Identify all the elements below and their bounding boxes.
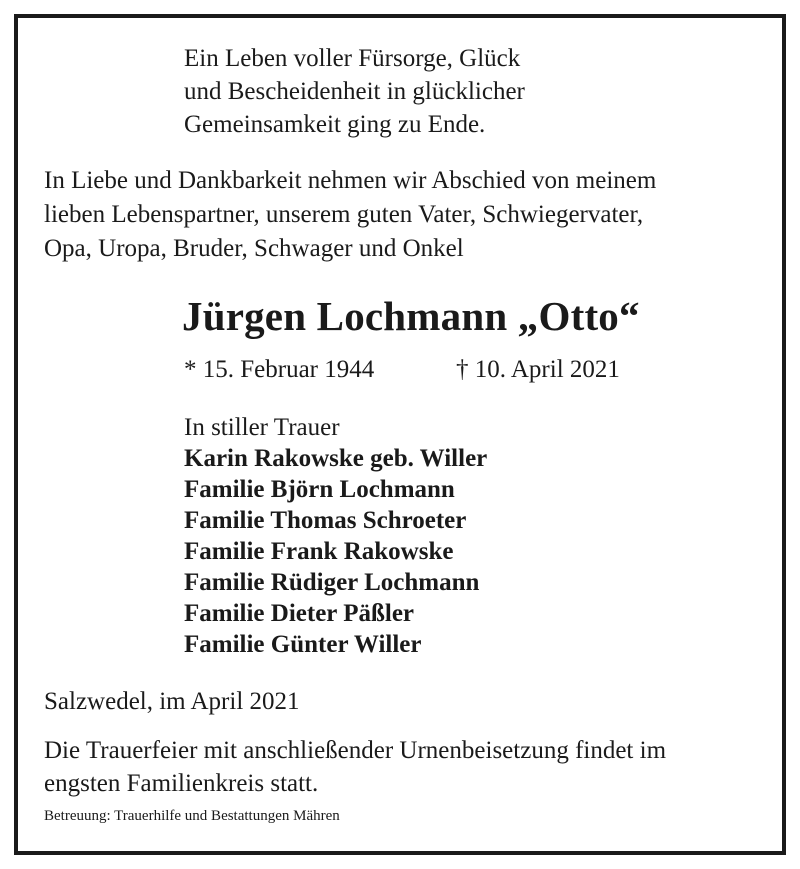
ceremony-line: Die Trauerfeier mit anschließender Urnenbeisetzung findet im [44,737,667,764]
birth-date: * 15. Februar 1944 [184,356,375,383]
mourner-name: Familie Dieter Päßler [184,600,415,627]
mourner-name: Familie Thomas Schroeter [184,507,467,534]
intro-text [44,164,656,266]
intro-line: Opa, Uropa, Bruder, Schwager und Onkel [44,235,464,262]
poem-line: Gemeinsamkeit ging zu Ende. [184,111,486,138]
mourner-name: Familie Günter Willer [184,631,422,658]
mourner-name: Karin Rakowske geb. Willer [184,445,488,472]
ceremony-note [44,734,666,800]
mourners-list [184,412,487,660]
ceremony-line: engsten Familienkreis statt. [44,770,319,797]
funeral-home-credit: Betreuung: Trauerhilfe und Bestattungen Mähren [44,808,340,824]
intro-line: lieben Lebenspartner, unserem guten Vater, Schwiegervater, [44,201,644,228]
poem-line: Ein Leben voller Fürsorge, Glück [184,45,521,72]
poem-line: und Bescheidenheit in glücklicher [184,78,525,105]
mourners-heading: In stiller Trauer [184,414,340,441]
place-date: Salzwedel, im April 2021 [44,688,300,715]
mourner-name: Familie Björn Lochmann [184,476,455,503]
poem [184,42,525,141]
mourner-name: Familie Rüdiger Lochmann [184,569,480,596]
mourner-name: Familie Frank Rakowske [184,538,454,565]
intro-line: In Liebe und Dankbarkeit nehmen wir Abschied von meinem [44,167,657,194]
deceased-name: Jürgen Lochmann „Otto“ [182,293,640,339]
death-date: † 10. April 2021 [456,356,620,383]
obituary-frame [14,14,786,855]
